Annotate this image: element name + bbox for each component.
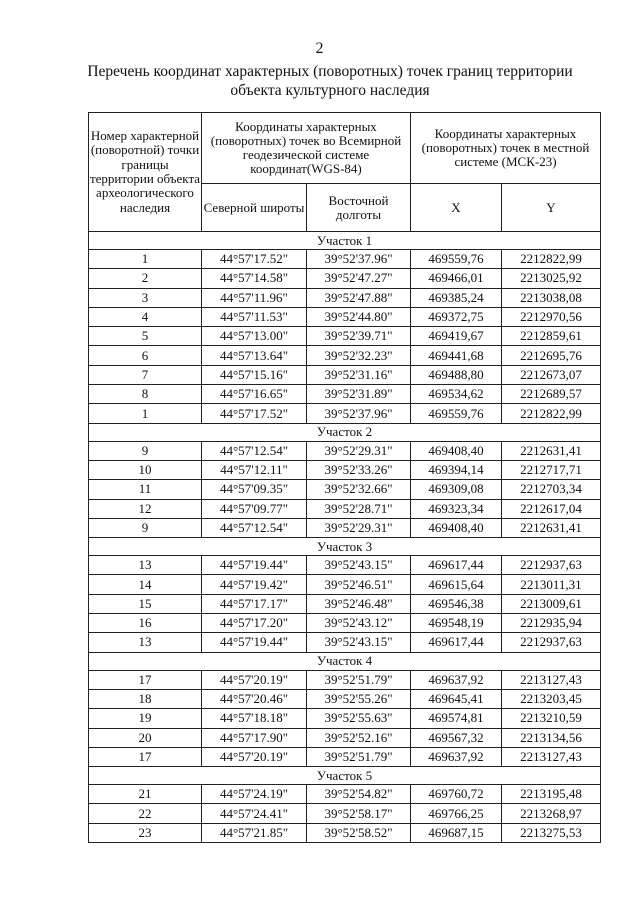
latitude-cell: 44°57'12.54" <box>202 441 307 460</box>
x-coordinate-cell: 469488,80 <box>411 365 502 384</box>
y-coordinate-cell: 2212689,57 <box>502 385 601 404</box>
longitude-cell: 39°52'55.63" <box>307 709 411 728</box>
x-coordinate-cell: 469559,76 <box>411 404 502 423</box>
header-y: Y <box>502 184 601 232</box>
longitude-cell: 39°52'31.89" <box>307 385 411 404</box>
table-row <box>89 250 601 269</box>
y-coordinate-cell: 2212822,99 <box>502 250 601 269</box>
section-row <box>89 538 601 556</box>
point-number-cell: 17 <box>89 670 202 689</box>
longitude-cell: 39°52'44.80" <box>307 307 411 326</box>
point-number-cell: 11 <box>89 480 202 499</box>
y-coordinate-cell: 2212937,63 <box>502 633 601 652</box>
longitude-cell: 39°52'32.23" <box>307 346 411 365</box>
point-number-cell: 10 <box>89 460 202 479</box>
table-row <box>89 346 601 365</box>
x-coordinate-cell: 469760,72 <box>411 785 502 804</box>
latitude-cell: 44°57'14.58" <box>202 269 307 288</box>
x-coordinate-cell: 469408,40 <box>411 441 502 460</box>
header-msk-group: Координаты характерных (поворотных) точек в местной системе (МСК-23) <box>411 113 601 184</box>
latitude-cell: 44°57'24.19" <box>202 785 307 804</box>
longitude-cell: 39°52'46.51" <box>307 575 411 594</box>
y-coordinate-cell: 2213025,92 <box>502 269 601 288</box>
table-row <box>89 365 601 384</box>
latitude-cell: 44°57'21.85" <box>202 823 307 842</box>
table-row <box>89 689 601 708</box>
longitude-cell: 39°52'37.96" <box>307 250 411 269</box>
table-row <box>89 441 601 460</box>
y-coordinate-cell: 2213210,59 <box>502 709 601 728</box>
longitude-cell: 39°52'51.79" <box>307 670 411 689</box>
table-body <box>89 232 601 843</box>
section-row <box>89 232 601 250</box>
longitude-cell: 39°52'55.26" <box>307 689 411 708</box>
header-north-latitude: Северной широты <box>202 184 307 232</box>
x-coordinate-cell: 469408,40 <box>411 518 502 537</box>
latitude-cell: 44°57'18.18" <box>202 709 307 728</box>
point-number-cell: 17 <box>89 747 202 766</box>
point-number-cell: 13 <box>89 556 202 575</box>
y-coordinate-cell: 2213203,45 <box>502 689 601 708</box>
longitude-cell: 39°52'33.26" <box>307 460 411 479</box>
latitude-cell: 44°57'24.41" <box>202 804 307 823</box>
x-coordinate-cell: 469574,81 <box>411 709 502 728</box>
y-coordinate-cell: 2212703,34 <box>502 480 601 499</box>
latitude-cell: 44°57'17.52" <box>202 404 307 423</box>
point-number-cell: 6 <box>89 346 202 365</box>
table-row <box>89 327 601 346</box>
x-coordinate-cell: 469534,62 <box>411 385 502 404</box>
x-coordinate-cell: 469567,32 <box>411 728 502 747</box>
latitude-cell: 44°57'13.64" <box>202 346 307 365</box>
y-coordinate-cell: 2212935,94 <box>502 614 601 633</box>
point-number-cell: 12 <box>89 499 202 518</box>
header-wgs-group: Координаты характерных (поворотных) точек во Всемирной геодезической системе координат(WGS-84) <box>202 113 411 184</box>
point-number-cell: 1 <box>89 250 202 269</box>
point-number-cell: 18 <box>89 689 202 708</box>
y-coordinate-cell: 2213127,43 <box>502 747 601 766</box>
point-number-cell: 5 <box>89 327 202 346</box>
section-title: Участок 2 <box>89 423 601 441</box>
section-title: Участок 3 <box>89 538 601 556</box>
y-coordinate-cell: 2213134,56 <box>502 728 601 747</box>
longitude-cell: 39°52'58.52" <box>307 823 411 842</box>
point-number-cell: 23 <box>89 823 202 842</box>
point-number-cell: 3 <box>89 288 202 307</box>
x-coordinate-cell: 469385,24 <box>411 288 502 307</box>
header-point-number: Номер характерной (поворотной) точки границы территории объекта археологического наследия <box>89 113 202 232</box>
y-coordinate-cell: 2213011,31 <box>502 575 601 594</box>
x-coordinate-cell: 469548,19 <box>411 614 502 633</box>
longitude-cell: 39°52'51.79" <box>307 747 411 766</box>
x-coordinate-cell: 469637,92 <box>411 747 502 766</box>
coordinates-table <box>88 112 601 843</box>
table-row <box>89 747 601 766</box>
latitude-cell: 44°57'09.35" <box>202 480 307 499</box>
table-row <box>89 575 601 594</box>
table-row <box>89 518 601 537</box>
latitude-cell: 44°57'15.16" <box>202 365 307 384</box>
y-coordinate-cell: 2212631,41 <box>502 518 601 537</box>
latitude-cell: 44°57'12.54" <box>202 518 307 537</box>
x-coordinate-cell: 469394,14 <box>411 460 502 479</box>
point-number-cell: 14 <box>89 575 202 594</box>
point-number-cell: 9 <box>89 518 202 537</box>
table-row <box>89 404 601 423</box>
table-row <box>89 269 601 288</box>
latitude-cell: 44°57'20.19" <box>202 670 307 689</box>
longitude-cell: 39°52'58.17" <box>307 804 411 823</box>
point-number-cell: 7 <box>89 365 202 384</box>
longitude-cell: 39°52'29.31" <box>307 441 411 460</box>
section-row <box>89 767 601 785</box>
table-row <box>89 728 601 747</box>
section-row <box>89 652 601 670</box>
point-number-cell: 1 <box>89 404 202 423</box>
table-row <box>89 614 601 633</box>
y-coordinate-cell: 2213127,43 <box>502 670 601 689</box>
point-number-cell: 4 <box>89 307 202 326</box>
point-number-cell: 8 <box>89 385 202 404</box>
x-coordinate-cell: 469687,15 <box>411 823 502 842</box>
latitude-cell: 44°57'17.90" <box>202 728 307 747</box>
title-line-2: объекта культурного наследия <box>230 82 430 99</box>
x-coordinate-cell: 469546,38 <box>411 594 502 613</box>
longitude-cell: 39°52'43.12" <box>307 614 411 633</box>
x-coordinate-cell: 469766,25 <box>411 804 502 823</box>
table-row <box>89 307 601 326</box>
x-coordinate-cell: 469372,75 <box>411 307 502 326</box>
table-row <box>89 823 601 842</box>
x-coordinate-cell: 469617,44 <box>411 633 502 652</box>
longitude-cell: 39°52'43.15" <box>307 556 411 575</box>
longitude-cell: 39°52'47.27" <box>307 269 411 288</box>
table-row <box>89 785 601 804</box>
longitude-cell: 39°52'39.71" <box>307 327 411 346</box>
y-coordinate-cell: 2213038,08 <box>502 288 601 307</box>
latitude-cell: 44°57'17.17" <box>202 594 307 613</box>
table-row <box>89 288 601 307</box>
y-coordinate-cell: 2212970,56 <box>502 307 601 326</box>
section-title: Участок 5 <box>89 767 601 785</box>
latitude-cell: 44°57'17.20" <box>202 614 307 633</box>
latitude-cell: 44°57'17.52" <box>202 250 307 269</box>
latitude-cell: 44°57'13.00" <box>202 327 307 346</box>
x-coordinate-cell: 469419,67 <box>411 327 502 346</box>
x-coordinate-cell: 469466,01 <box>411 269 502 288</box>
point-number-cell: 22 <box>89 804 202 823</box>
section-title: Участок 1 <box>89 232 601 250</box>
latitude-cell: 44°57'12.11" <box>202 460 307 479</box>
table-row <box>89 804 601 823</box>
x-coordinate-cell: 469645,41 <box>411 689 502 708</box>
x-coordinate-cell: 469559,76 <box>411 250 502 269</box>
table-row <box>89 556 601 575</box>
y-coordinate-cell: 2212717,71 <box>502 460 601 479</box>
latitude-cell: 44°57'16.65" <box>202 385 307 404</box>
y-coordinate-cell: 2212673,07 <box>502 365 601 384</box>
y-coordinate-cell: 2212822,99 <box>502 404 601 423</box>
header-x: X <box>411 184 502 232</box>
header-east-longitude: Восточной долготы <box>307 184 411 232</box>
y-coordinate-cell: 2212937,63 <box>502 556 601 575</box>
y-coordinate-cell: 2213009,61 <box>502 594 601 613</box>
longitude-cell: 39°52'43.15" <box>307 633 411 652</box>
table-row <box>89 709 601 728</box>
x-coordinate-cell: 469617,44 <box>411 556 502 575</box>
x-coordinate-cell: 469323,34 <box>411 499 502 518</box>
longitude-cell: 39°52'31.16" <box>307 365 411 384</box>
y-coordinate-cell: 2213275,53 <box>502 823 601 842</box>
point-number-cell: 16 <box>89 614 202 633</box>
table-row <box>89 633 601 652</box>
document-title <box>60 62 600 100</box>
latitude-cell: 44°57'09.77" <box>202 499 307 518</box>
section-row <box>89 423 601 441</box>
y-coordinate-cell: 2212631,41 <box>502 441 601 460</box>
point-number-cell: 9 <box>89 441 202 460</box>
title-line-1: Перечень координат характерных (поворотных) точек границ территории <box>87 63 573 80</box>
longitude-cell: 39°52'32.66" <box>307 480 411 499</box>
latitude-cell: 44°57'20.19" <box>202 747 307 766</box>
section-title: Участок 4 <box>89 652 601 670</box>
latitude-cell: 44°57'20.46" <box>202 689 307 708</box>
table-row <box>89 594 601 613</box>
longitude-cell: 39°52'52.16" <box>307 728 411 747</box>
longitude-cell: 39°52'29.31" <box>307 518 411 537</box>
page-number: 2 <box>315 40 324 57</box>
table-row <box>89 385 601 404</box>
table-row <box>89 480 601 499</box>
point-number-cell: 19 <box>89 709 202 728</box>
latitude-cell: 44°57'11.53" <box>202 307 307 326</box>
table-row <box>89 460 601 479</box>
y-coordinate-cell: 2213268,97 <box>502 804 601 823</box>
point-number-cell: 21 <box>89 785 202 804</box>
x-coordinate-cell: 469309,08 <box>411 480 502 499</box>
table-row <box>89 499 601 518</box>
point-number-cell: 20 <box>89 728 202 747</box>
table-row <box>89 670 601 689</box>
y-coordinate-cell: 2212695,76 <box>502 346 601 365</box>
latitude-cell: 44°57'11.96" <box>202 288 307 307</box>
latitude-cell: 44°57'19.42" <box>202 575 307 594</box>
x-coordinate-cell: 469615,64 <box>411 575 502 594</box>
x-coordinate-cell: 469637,92 <box>411 670 502 689</box>
y-coordinate-cell: 2212859,61 <box>502 327 601 346</box>
point-number-cell: 15 <box>89 594 202 613</box>
longitude-cell: 39°52'37.96" <box>307 404 411 423</box>
longitude-cell: 39°52'28.71" <box>307 499 411 518</box>
longitude-cell: 39°52'54.82" <box>307 785 411 804</box>
x-coordinate-cell: 469441,68 <box>411 346 502 365</box>
y-coordinate-cell: 2212617,04 <box>502 499 601 518</box>
longitude-cell: 39°52'46.48" <box>307 594 411 613</box>
longitude-cell: 39°52'47.88" <box>307 288 411 307</box>
y-coordinate-cell: 2213195,48 <box>502 785 601 804</box>
latitude-cell: 44°57'19.44" <box>202 556 307 575</box>
latitude-cell: 44°57'19.44" <box>202 633 307 652</box>
point-number-cell: 13 <box>89 633 202 652</box>
point-number-cell: 2 <box>89 269 202 288</box>
